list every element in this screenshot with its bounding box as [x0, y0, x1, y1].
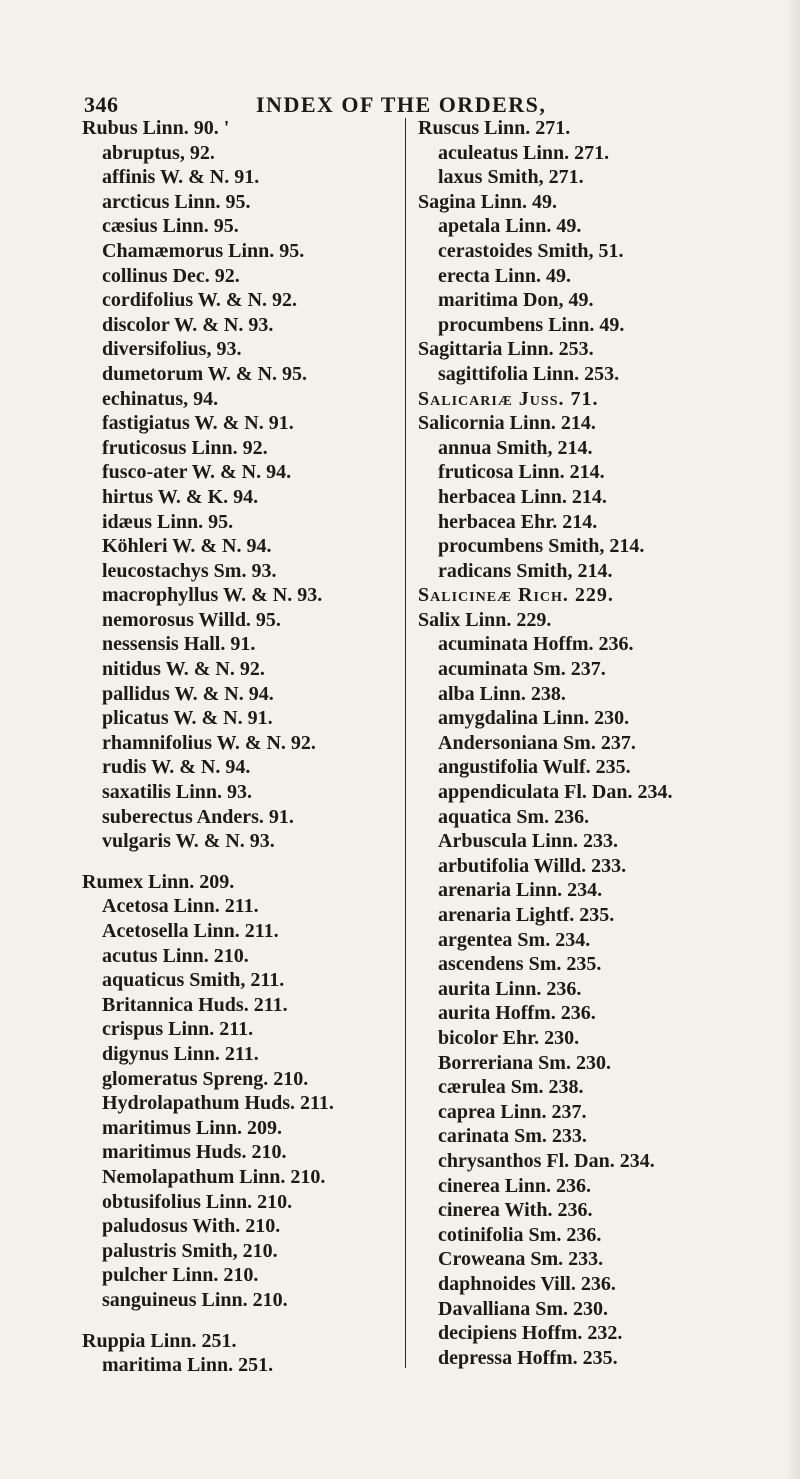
index-entry-species: dumetorum W. & N. 95.	[102, 362, 308, 385]
page-number: 346	[84, 92, 119, 117]
index-entry-species: apetala Linn. 49.	[438, 215, 582, 238]
index-entry-species: nitidus W. & N. 92.	[102, 658, 265, 681]
index-entry-genus: Rubus Linn. 90. '	[82, 117, 230, 139]
index-entry-species: arenaria Linn. 234.	[438, 879, 603, 902]
index-entry-species: decipiens Hoffm. 232.	[438, 1322, 623, 1345]
index-entry-species: laxus Smith, 271.	[438, 166, 584, 189]
index-entry-genus: Ruscus Linn. 271.	[418, 117, 571, 139]
index-entry-species: suberectus Anders. 91.	[102, 805, 294, 828]
index-entry-species: acuminata Sm. 237.	[438, 658, 606, 681]
index-entry-genus: Salicornia Linn. 214.	[418, 412, 596, 435]
index-entry-species: annua Smith, 214.	[438, 436, 593, 459]
index-entry-species: procumbens Smith, 214.	[438, 535, 645, 558]
index-entry-species: paludosus With. 210.	[102, 1215, 281, 1238]
index-entry-species: cærulea Sm. 238.	[438, 1076, 584, 1099]
index-entry-species: cæsius Linn. 95.	[102, 215, 239, 238]
index-entry-species: angustifolia Wulf. 235.	[438, 756, 631, 779]
index-entry-species: herbacea Linn. 214.	[438, 485, 607, 508]
index-entry-species: fusco-ater W. & N. 94.	[102, 461, 292, 484]
index-entry-species: rudis W. & N. 94.	[102, 756, 251, 779]
index-entry-species: arenaria Lightf. 235.	[438, 904, 615, 926]
index-entry-species: Chamæmorus Linn. 95.	[102, 239, 305, 262]
index-entry-species: cotinifolia Sm. 236.	[438, 1223, 602, 1246]
index-entry-species: sanguineus Linn. 210.	[102, 1288, 288, 1311]
index-entry-species: vulgaris W. & N. 93.	[102, 830, 275, 853]
index-entry-species: depressa Hoffm. 235.	[438, 1346, 618, 1369]
index-entry-species: arbutifolia Willd. 233.	[438, 854, 627, 877]
index-entry-species: cinerea With. 236.	[438, 1199, 593, 1222]
index-entry-species: palustris Smith, 210.	[102, 1239, 278, 1262]
index-entry-species: daphnoides Vill. 236.	[438, 1272, 616, 1295]
index-entry-species: glomeratus Spreng. 210.	[102, 1067, 309, 1090]
index-entry-species: carinata Sm. 233.	[438, 1125, 587, 1148]
index-entry-species: diversifolius, 93.	[102, 338, 242, 361]
index-entry-species: procumbens Linn. 49.	[438, 313, 625, 336]
index-entry-order: Salicineæ Rich. 229.	[418, 584, 614, 607]
index-entry-species: macrophyllus W. & N. 93.	[102, 584, 323, 607]
index-column-left	[82, 116, 402, 1378]
index-entry-species: acuminata Hoffm. 236.	[438, 633, 634, 656]
index-entry-species: abruptus, 92.	[102, 141, 215, 164]
index-entry-species: rhamnifolius W. & N. 92.	[102, 731, 316, 754]
index-entry-species: bicolor Ehr. 230.	[438, 1026, 580, 1049]
index-entry-species: Acetosa Linn. 211.	[102, 895, 259, 918]
index-entry-species: Nemolapathum Linn. 210.	[102, 1165, 326, 1188]
index-entry-species: discolor W. & N. 93.	[102, 313, 274, 336]
index-entry-species: maritimus Linn. 209.	[102, 1116, 283, 1139]
index-entry-species: idæus Linn. 95.	[102, 510, 234, 533]
index-entry-species: maritimus Huds. 210.	[102, 1141, 287, 1164]
index-column-right	[418, 116, 790, 1370]
index-entry-species: appendiculata Fl. Dan. 234.	[438, 781, 673, 804]
index-entry-species: pulcher Linn. 210.	[102, 1264, 259, 1287]
index-entry-species: fruticosa Linn. 214.	[438, 461, 605, 484]
index-entry-species: saxatilis Linn. 93.	[102, 781, 253, 804]
index-entry-species: aurita Linn. 236.	[438, 977, 582, 1000]
index-entry-species: herbacea Ehr. 214.	[438, 510, 598, 533]
column-divider	[405, 118, 406, 1368]
index-entry-genus: Salix Linn. 229.	[418, 608, 552, 631]
index-entry-species: cerastoides Smith, 51.	[438, 239, 624, 262]
index-entry-species: hirtus W. & K. 94.	[102, 485, 259, 508]
index-entry-species: Hydrolapathum Huds. 211.	[102, 1092, 334, 1115]
index-entry-species: nemorosus Willd. 95.	[102, 608, 281, 631]
index-entry-genus: Sagittaria Linn. 253.	[418, 338, 594, 361]
index-entry-species: fastigiatus W. & N. 91.	[102, 412, 294, 435]
index-entry-species: Köhleri W. & N. 94.	[102, 535, 272, 558]
index-entry-species: Acetosella Linn. 211.	[102, 920, 279, 942]
index-entry-species: digynus Linn. 211.	[102, 1042, 259, 1065]
index-entry-species: cinerea Linn. 236.	[438, 1174, 591, 1197]
index-entry-species: erecta Linn. 49.	[438, 264, 571, 287]
index-entry-species: plicatus W. & N. 91.	[102, 707, 273, 730]
running-title: INDEX OF THE ORDERS,	[256, 92, 547, 117]
index-entry-species: maritima Don, 49.	[438, 289, 594, 312]
index-entry-species: fruticosus Linn. 92.	[102, 436, 268, 459]
index-entry-species: sagittifolia Linn. 253.	[438, 362, 620, 385]
index-entry-species: aculeatus Linn. 271.	[438, 141, 610, 164]
index-entry-species: Borreriana Sm. 230.	[438, 1051, 611, 1074]
index-entry-species: crispus Linn. 211.	[102, 1018, 254, 1041]
index-entry-species: nessensis Hall. 91.	[102, 633, 256, 656]
index-entry-species: argentea Sm. 234.	[438, 928, 591, 951]
index-entry-species: maritima Linn. 251.	[102, 1354, 274, 1377]
index-entry-species: arcticus Linn. 95.	[102, 190, 251, 213]
index-entry-species: amygdalina Linn. 230.	[438, 707, 630, 730]
index-entry-genus: Sagina Linn. 49.	[418, 190, 557, 213]
index-entry-species: aquaticus Smith, 211.	[102, 969, 285, 992]
index-entry-species: Britannica Huds. 211.	[102, 993, 288, 1016]
index-entry-species: alba Linn. 238.	[438, 682, 566, 705]
index-entry-genus: Ruppia Linn. 251.	[82, 1329, 237, 1352]
index-entry-species: acutus Linn. 210.	[102, 944, 249, 967]
index-entry-species: Davalliana Sm. 230.	[438, 1297, 609, 1320]
index-entry-species: echinatus, 94.	[102, 387, 219, 410]
index-entry-species: chrysanthos Fl. Dan. 234.	[438, 1149, 655, 1172]
index-entry-species: Andersoniana Sm. 237.	[438, 731, 636, 754]
index-entry-species: collinus Dec. 92.	[102, 264, 240, 287]
index-entry-species: caprea Linn. 237.	[438, 1100, 587, 1123]
index-entry-species: aurita Hoffm. 236.	[438, 1002, 596, 1025]
index-entry-species: obtusifolius Linn. 210.	[102, 1190, 293, 1213]
index-entry-species: affinis W. & N. 91.	[102, 166, 260, 189]
index-entry-species: pallidus W. & N. 94.	[102, 682, 274, 705]
index-entry-species: leucostachys Sm. 93.	[102, 559, 277, 582]
index-entry-species: Arbuscula Linn. 233.	[438, 830, 619, 853]
page-edge-shadow	[786, 0, 800, 1479]
index-entry-species: aquatica Sm. 236.	[438, 805, 590, 828]
index-entry-species: ascendens Sm. 235.	[438, 953, 602, 976]
index-entry-species: Croweana Sm. 233.	[438, 1248, 604, 1271]
index-entry-species: cordifolius W. & N. 92.	[102, 289, 298, 312]
index-entry-genus: Rumex Linn. 209.	[82, 870, 235, 893]
index-entry-order: Salicariæ Juss. 71.	[418, 387, 599, 410]
index-entry-species: radicans Smith, 214.	[438, 559, 613, 582]
